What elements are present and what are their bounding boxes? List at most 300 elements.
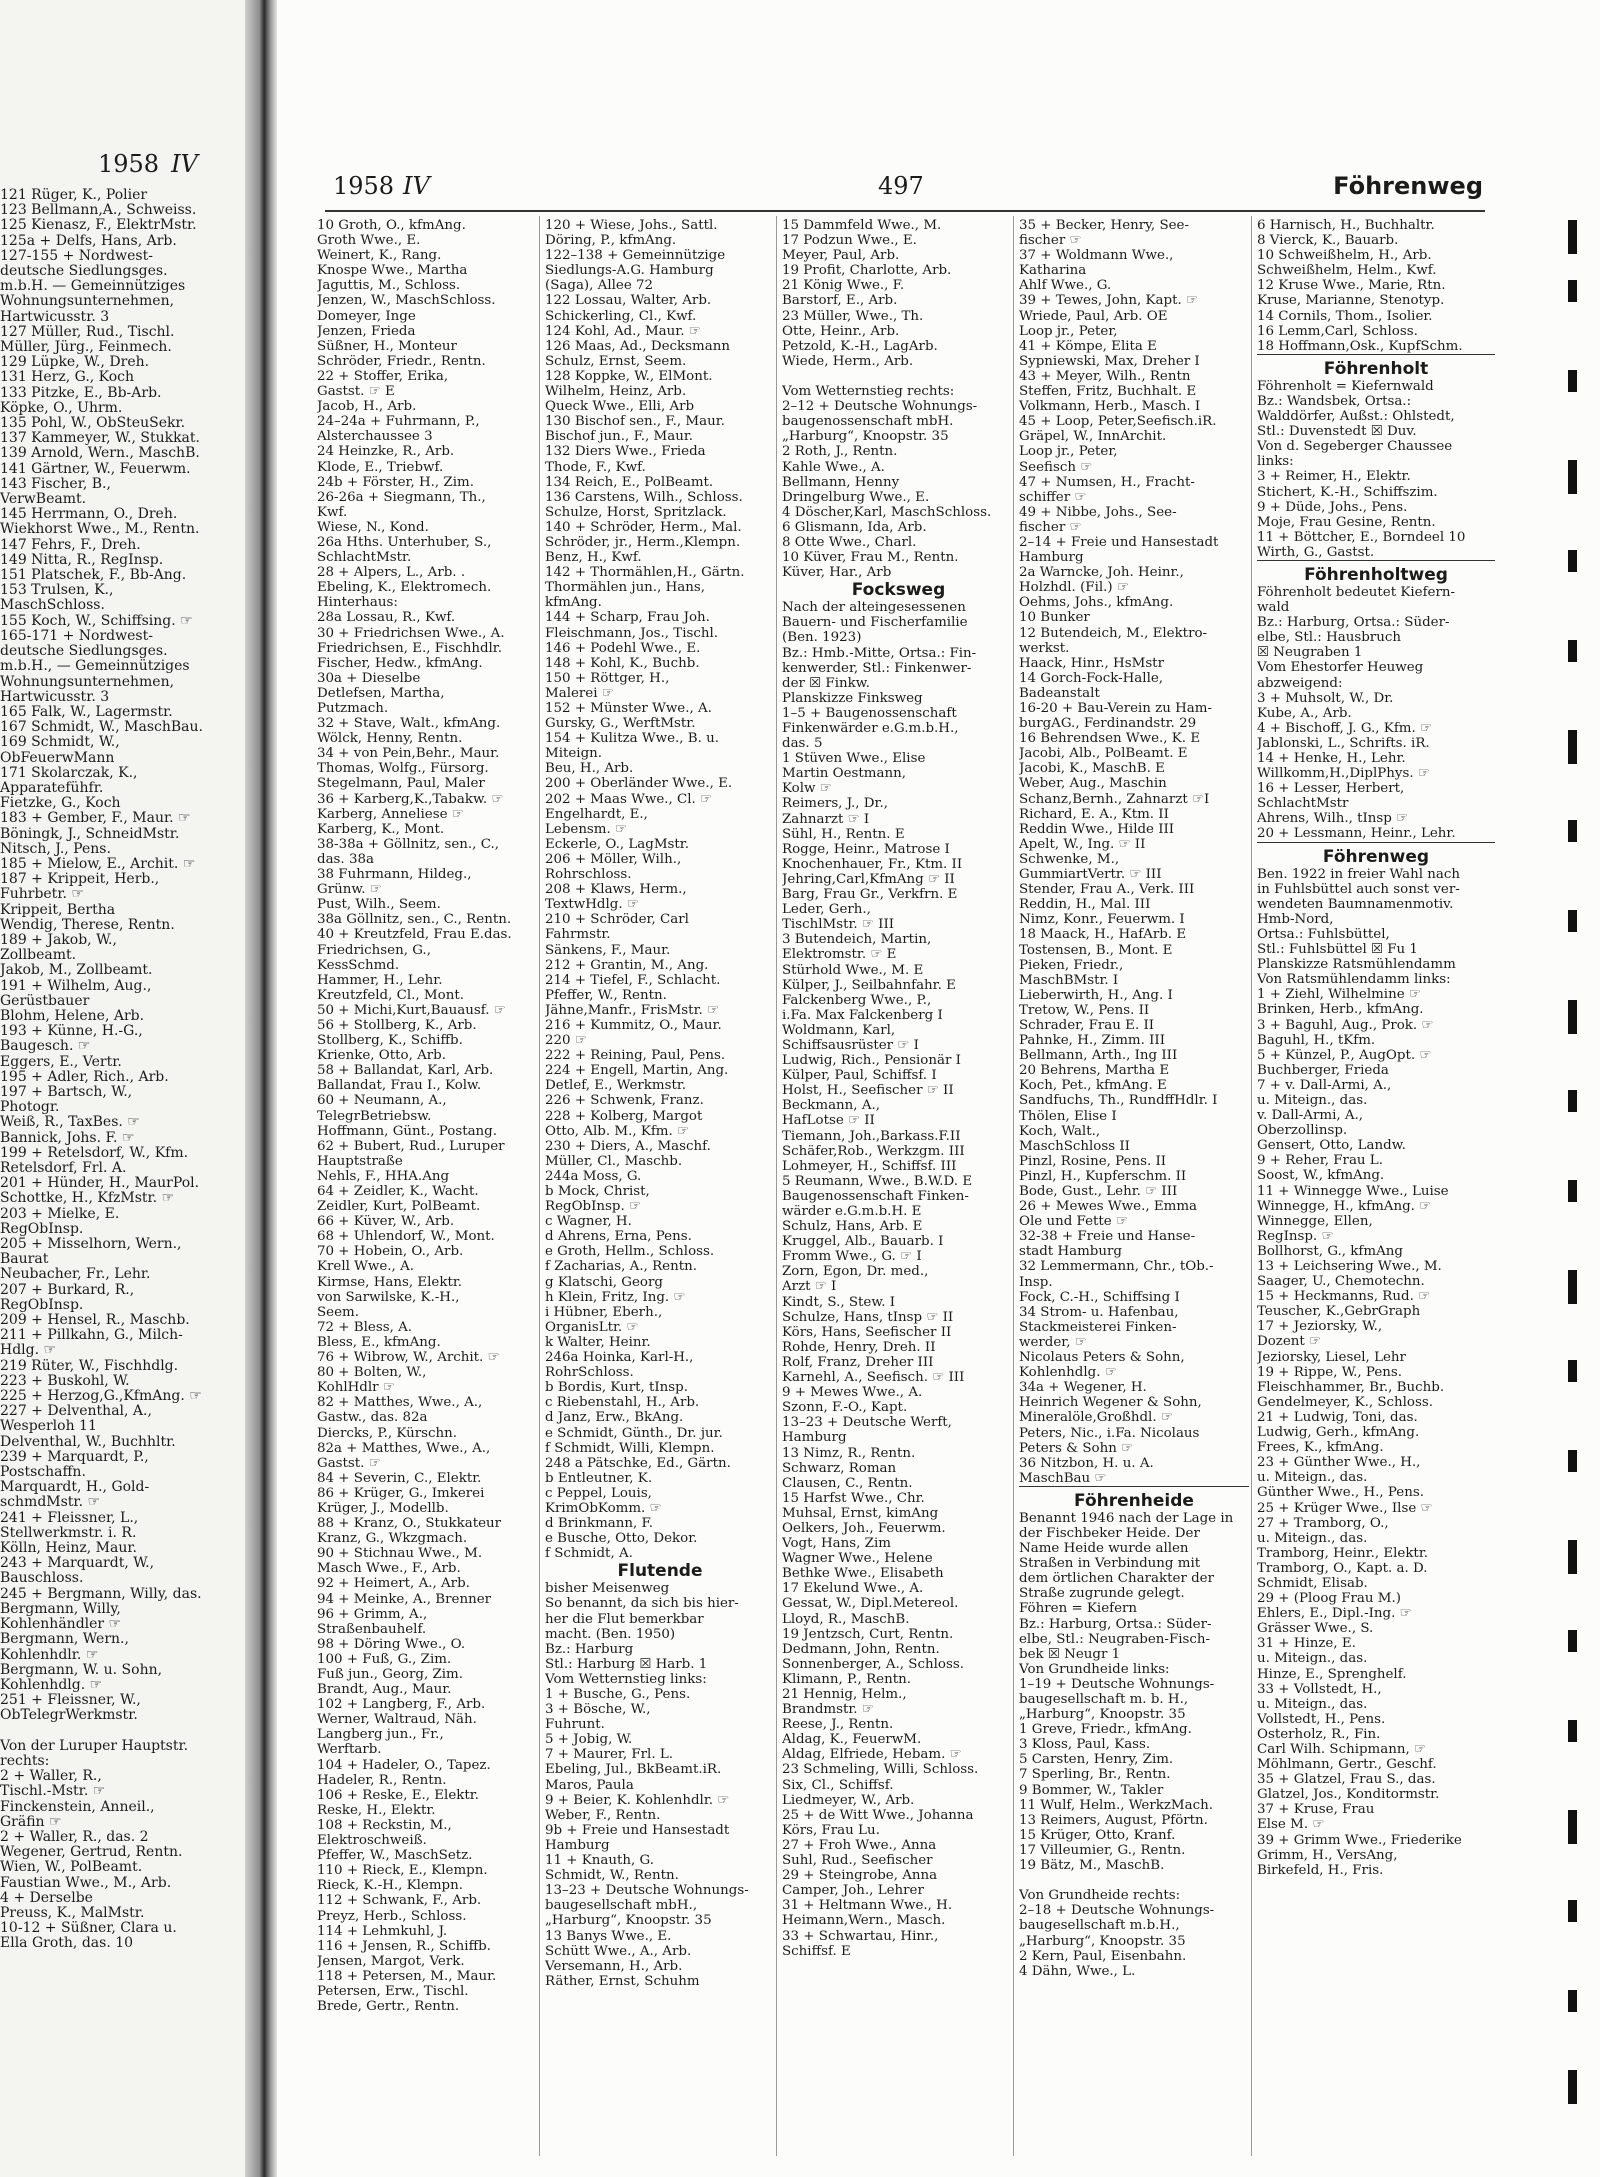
directory-entry: werkst. <box>1019 640 1070 656</box>
directory-entry: Martin Oestmann, <box>782 766 906 782</box>
directory-entry: Gräpel, W., InnArchit. <box>1019 429 1167 445</box>
directory-entry: HafLotse ☞ II <box>782 1113 875 1129</box>
directory-entry: 84 + Severin, C., Elektr. <box>317 1470 482 1486</box>
directory-column-3 <box>782 218 1015 1959</box>
directory-entry: f Schmidt, Willi, Klempn. <box>545 1440 715 1456</box>
directory-entry: Bz.: Harburg <box>545 1641 634 1657</box>
directory-entry: Wirth, G., Gastst. <box>1257 544 1375 560</box>
directory-entry: Petzold, K.-H., LagArb. <box>782 338 938 354</box>
directory-entry: 206 + Möller, Wilh., <box>545 851 682 867</box>
directory-entry: 34 Strom- u. Hafenbau, <box>1019 1304 1179 1320</box>
directory-entry: Jacobi, Alb., PolBeamt. E <box>1019 746 1188 762</box>
left-page-entry: Bauschloss. <box>0 1570 84 1587</box>
directory-entry: 94 + Meinke, A., Brenner <box>317 1591 492 1607</box>
directory-entry: Sänkens, F., Maur. <box>545 942 671 958</box>
directory-entry: d Brinkmann, F. <box>545 1516 653 1532</box>
directory-entry: Schmidt, W., Rentn. <box>545 1868 679 1884</box>
directory-entry: RegObInsp. ☞ <box>545 1199 642 1215</box>
left-page-entry: 143 Fischer, B., <box>0 475 111 492</box>
directory-entry: Wriede, Paul, Arb. OE <box>1019 308 1168 324</box>
directory-entry: Ludwig, Gerh., kfmAng. <box>1257 1425 1420 1441</box>
directory-entry: Kruggel, Alb., Bauarb. I <box>782 1234 944 1250</box>
directory-entry: Pinzl, H., Kupferschm. II <box>1019 1168 1187 1184</box>
directory-entry: c Wagner, H. <box>545 1214 632 1230</box>
directory-entry: Jeziorsky, Liesel, Lehr <box>1257 1349 1406 1365</box>
directory-entry: 4 Döscher,Karl, MaschSchloss. <box>782 504 992 520</box>
left-page-entry: Schottke, H., KfzMstr. ☞ <box>0 1190 175 1207</box>
directory-entry: baugesellschaft m.b.H., <box>1019 1918 1180 1934</box>
directory-entry: Vom Wetternstieg links: <box>545 1671 707 1687</box>
index-mark <box>1568 1720 1577 1742</box>
directory-entry: 5 + Jobig, W. <box>545 1732 633 1748</box>
directory-column-2 <box>545 218 775 1989</box>
directory-entry: Tostensen, B., Mont. E <box>1019 942 1173 958</box>
directory-entry: 2–12 + Deutsche Wohnungs- <box>782 399 978 415</box>
directory-entry: Bauern- und Fischerfamilie <box>782 615 968 631</box>
directory-entry: 228 + Kolberg, Margot <box>545 1108 703 1124</box>
directory-entry: von Sarwilske, K.-H., <box>317 1289 460 1305</box>
left-page-entry: RegObInsp. <box>0 1220 84 1237</box>
left-page-entry: 241 + Fleissner, L., <box>0 1509 139 1526</box>
directory-entry: 16 Behrendsen Wwe., K. E <box>1019 731 1201 747</box>
index-mark <box>1568 280 1577 302</box>
directory-entry: Alsterchaussee 3 <box>317 429 433 445</box>
directory-entry: KessSchmd. <box>317 957 400 973</box>
directory-entry: RohrSchloss. <box>545 1365 634 1381</box>
directory-entry: Schulz, Hans, Arb. E <box>782 1219 923 1235</box>
directory-entry: Diercks, P., Kürschn. <box>317 1425 458 1441</box>
directory-entry: Aldag, Elfriede, Hebam. ☞ <box>782 1747 962 1763</box>
directory-entry: Schulz, Ernst, Seem. <box>545 353 687 369</box>
directory-entry: Schiffsf. E <box>782 1943 851 1959</box>
directory-entry: 28a Lossau, R., Kwf. <box>317 610 456 626</box>
directory-entry: Liedmeyer, W., Arb. <box>782 1792 915 1808</box>
directory-entry: 12 Kruse Wwe., Marie, Rtn. <box>1257 278 1446 294</box>
index-mark <box>1568 460 1577 494</box>
directory-entry: Bellmann, Henny <box>782 474 900 490</box>
directory-entry: Pahnke, H., Zimm. III <box>1019 1033 1166 1049</box>
directory-entry: Werner, Waltraud, Näh. <box>317 1712 477 1728</box>
directory-entry: Glatzel, Jos., Konditormstr. <box>1257 1787 1440 1803</box>
directory-entry: Oehms, Johs., kfmAng. <box>1019 595 1174 611</box>
directory-entry: baugesellschaft mbH., <box>545 1898 698 1914</box>
left-page-entry: deutsche Siedlungsges. <box>0 263 168 280</box>
directory-entry: Peters & Sohn ☞ <box>1019 1440 1134 1456</box>
directory-entry: Karnehl, A., Seefisch. ☞ III <box>782 1370 965 1386</box>
left-page-entry: 209 + Hensel, R., Maschb. <box>0 1312 190 1329</box>
directory-entry: Hammer, H., Lehr. <box>317 972 443 988</box>
left-page-entry: m.b.H., — Gemeinnütziges <box>0 658 190 675</box>
directory-entry: 37 + Woldmann Wwe., <box>1019 248 1174 264</box>
directory-entry: 21 Hennig, Helm., <box>782 1687 907 1702</box>
directory-entry: Vom Ehestorfer Heuweg <box>1257 660 1424 676</box>
left-page-entry: Hdlg. ☞ <box>0 1342 57 1359</box>
directory-entry: 11 + Knauth, G. <box>545 1853 655 1869</box>
directory-entry: 27 + Tramborg, O., <box>1257 1515 1389 1531</box>
directory-entry: 41 + Kömpe, Elita E <box>1019 338 1157 354</box>
left-page-entry: 201 + Hünder, H., MaurPol. <box>0 1175 200 1192</box>
directory-entry: Six, Cl., Schiffsf. <box>782 1777 894 1793</box>
left-page-entry: rechts: <box>0 1752 50 1769</box>
left-page-entry: Müller, Jürg., Feinmech. <box>0 339 172 356</box>
directory-entry: Brinken, Herb., kfmAng. <box>1257 1002 1424 1018</box>
directory-entry: Finkenwärder e.G.m.b.H., <box>782 721 959 736</box>
left-page-entry: Hartwicusstr. 3 <box>0 308 110 325</box>
directory-entry: 88 + Kranz, O., Stukkateur <box>317 1516 502 1532</box>
left-page-entry: 187 + Krippeit, Herb., <box>0 871 160 888</box>
directory-entry: 26-26a + Siegmann, Th., <box>317 489 486 505</box>
directory-entry: 31 + Heltmann Wwe., H. <box>782 1898 953 1914</box>
directory-entry: 14 Gorch-Fock-Halle, <box>1019 670 1164 686</box>
directory-entry: Else M. ☞ <box>1257 1817 1325 1833</box>
directory-entry: Kirmse, Hans, Elektr. <box>317 1274 463 1290</box>
left-page-entry: 125a + Delfs, Hans, Arb. <box>0 232 177 249</box>
left-page-entry: Wohnungsunternehmen, <box>0 293 175 310</box>
directory-entry: 7 + Maurer, Frl. L. <box>545 1747 673 1763</box>
directory-entry: TextwHdlg. ☞ <box>545 897 639 913</box>
directory-entry: f Schmidt, A. <box>545 1546 633 1562</box>
directory-entry: Bz.: Hmb.-Mitte, Ortsa.: Fin- <box>782 645 977 661</box>
directory-entry: Krienke, Otto, Arb. <box>317 1048 447 1064</box>
left-page-entry: Preuss, K., MalMstr. <box>0 1904 145 1921</box>
left-page-entry: Apparatefühfr. <box>0 779 104 796</box>
directory-entry: Thölen, Elise I <box>1019 1108 1117 1124</box>
directory-entry: 9 + Düde, Johs., Pens. <box>1257 499 1408 515</box>
directory-entry: her die Flut bemerkbar <box>545 1611 704 1627</box>
directory-entry: 13 Reimers, August, Pförtn. <box>1019 1812 1208 1828</box>
directory-entry: bisher Meisenweg <box>545 1581 670 1597</box>
directory-entry: 12 Butendeich, M., Elektro- <box>1019 625 1208 641</box>
directory-entry: Koch, Pet., kfmAng. E <box>1019 1078 1167 1094</box>
left-page-entry: 245 + Bergmann, Willy, das. <box>0 1585 202 1602</box>
directory-entry: Nehls, F., HHA.Ang <box>317 1168 450 1184</box>
directory-entry: Friedrichsen, G., <box>317 942 431 958</box>
index-mark <box>1568 730 1577 764</box>
directory-entry: 98 + Döring Wwe., O. <box>317 1636 466 1652</box>
directory-entry: Süßner, H., Monteur <box>317 338 457 354</box>
page-header <box>333 172 1483 204</box>
left-page-entry: Retelsdorf, Frl. A. <box>0 1160 127 1176</box>
directory-entry: Ortsa.: Fuhlsbüttel, <box>1257 926 1390 942</box>
directory-entry: 11 Wulf, Helm., WerkzMach. <box>1019 1797 1214 1813</box>
directory-entry: Gendelmeyer, K., Schloss. <box>1257 1394 1433 1410</box>
directory-entry: u. Miteign., das. <box>1257 1470 1368 1486</box>
directory-entry: Hamburg <box>1019 550 1084 566</box>
directory-entry: u. Miteign., das. <box>1257 1651 1368 1667</box>
directory-entry: Holzhdl. (Fil.) ☞ <box>1019 580 1129 596</box>
directory-entry: Hamburg <box>545 1837 610 1853</box>
directory-entry: 1 + Busche, G., Pens. <box>545 1687 691 1702</box>
directory-entry: Külper, J., Seilbahnfahr. E <box>782 977 956 993</box>
directory-entry: Fuß jun., Georg, Zim. <box>317 1667 463 1682</box>
index-mark <box>1568 1270 1577 1304</box>
directory-entry: Kreutzfeld, Cl., Mont. <box>317 987 464 1003</box>
directory-entry: Zorn, Egon, Dr. med., <box>782 1264 929 1280</box>
index-mark <box>1568 1540 1577 1574</box>
directory-entry: Krüger, J., Modellb. <box>317 1500 449 1516</box>
column-separator <box>1251 216 1252 2156</box>
directory-entry: 38a Göllnitz, sen., C., Rentn. <box>317 912 512 928</box>
directory-entry: Möhlmann, Gertr., Geschf. <box>1257 1757 1437 1773</box>
directory-entry: „Harburg“, Knoopstr. 35 <box>782 429 949 445</box>
directory-entry: 62 + Bubert, Rud., Luruper <box>317 1138 505 1154</box>
directory-entry: 18 Hoffmann,Osk., KupfSchm. <box>1257 338 1463 354</box>
left-page-entry: 127 Müller, Rud., Tischl. <box>0 323 175 340</box>
directory-entry: Carl Wilh. Schipmann, ☞ <box>1257 1742 1426 1757</box>
left-page-entry: Nitsch, J., Pens. <box>0 840 111 857</box>
directory-entry: Jacob, H., Arb. <box>317 399 417 415</box>
directory-entry: Ebeling, K., Elektromech. <box>317 580 492 596</box>
directory-entry: Baguhl, H., tKfm. <box>1257 1032 1376 1048</box>
directory-entry: 220 ☞ <box>545 1033 587 1049</box>
directory-entry: Detlef, E., Werkmstr. <box>545 1078 687 1094</box>
directory-entry: MaschBMstr. I <box>1019 972 1119 988</box>
directory-entry: Bethke Wwe., Elisabeth <box>782 1566 944 1582</box>
directory-entry: 144 + Scharp, Frau Joh. <box>545 610 710 626</box>
directory-entry: Stl.: Harburg ☒ Harb. 1 <box>545 1656 708 1672</box>
directory-entry: baugenossenschaft mbH. <box>782 414 954 430</box>
directory-entry: 10 Schweißhelm, H., Arb. <box>1257 248 1432 264</box>
directory-entry: Ludwig, Rich., Pensionär I <box>782 1053 961 1069</box>
directory-entry: Stl.: Fuhlsbüttel ☒ Fu 1 <box>1257 942 1418 958</box>
left-page-entry: 243 + Marquardt, W., <box>0 1555 155 1572</box>
directory-entry: Lohmeyer, H., Schiffsf. III <box>782 1158 957 1174</box>
directory-entry: Walddörfer, Außst.: Ohlstedt, <box>1257 409 1455 425</box>
directory-entry: i Hübner, Eberh., <box>545 1304 663 1320</box>
directory-entry: Putzmach. <box>317 701 389 716</box>
directory-entry: Loop jr., Peter, <box>1019 444 1118 460</box>
left-page-entry: 135 Pohl, W., ObSteuSekr. <box>0 415 186 432</box>
left-page-entry: 219 Rüter, W., Fischhdlg. <box>0 1357 179 1374</box>
directory-entry: Fromm Wwe., G. ☞ I <box>782 1249 922 1265</box>
directory-entry: Schröder, Friedr., Rentn. <box>317 353 486 369</box>
left-page-quarter: IV <box>171 150 198 178</box>
directory-entry: 5 + Künzel, P., AugOpt. ☞ <box>1257 1047 1432 1063</box>
directory-entry: Fleischmann, Jos., Tischl. <box>545 625 719 641</box>
left-page-entry: Bergmann, Wern., <box>0 1631 129 1648</box>
directory-entry: Tretow, W., Pens. II <box>1019 1002 1150 1018</box>
left-page-entry: ObTelegrWerkmstr. <box>0 1707 138 1724</box>
directory-entry: 210 + Schröder, Carl <box>545 912 689 928</box>
directory-entry: Straßenbauhelf. <box>317 1621 427 1637</box>
directory-entry: Apelt, W., Ing. ☞ II <box>1019 836 1146 852</box>
directory-entry: Gastst. ☞ <box>317 1455 381 1471</box>
directory-entry: 64 + Zeidler, K., Wacht. <box>317 1184 479 1199</box>
column-separator <box>776 216 777 2156</box>
directory-entry: Gensert, Otto, Landw. <box>1257 1138 1406 1154</box>
directory-entry: 30 + Friedrichsen Wwe., A. <box>317 625 505 641</box>
directory-entry: elbe, Stl.: Neugraben-Fisch- <box>1019 1631 1211 1647</box>
directory-entry: Brandmstr. ☞ <box>782 1702 874 1718</box>
directory-entry: 110 + Rieck, E., Klempn. <box>317 1863 488 1879</box>
directory-entry: 154 + Kulitza Wwe., B. u. <box>545 731 720 747</box>
left-page-entry: 131 Herz, G., Koch <box>0 369 135 386</box>
left-page-year: 1958 <box>98 150 160 178</box>
directory-entry: 47 + Numsen, H., Fracht- <box>1019 474 1195 490</box>
left-page-header <box>98 150 208 178</box>
directory-entry: Winnegge, H., kfmAng. ☞ <box>1257 1198 1432 1214</box>
directory-entry: 246a Hoinka, Karl-H., <box>545 1350 694 1366</box>
directory-entry: Soost, W., kfmAng. <box>1257 1168 1385 1184</box>
directory-entry: d Janz, Erw., BkAng. <box>545 1410 684 1426</box>
directory-entry: d Ahrens, Erna, Pens. <box>545 1229 692 1245</box>
directory-entry: Weber, Aug., Maschin <box>1019 776 1167 792</box>
directory-entry: Masch Wwe., F., Arb. <box>317 1561 461 1577</box>
directory-entry: Schütt Wwe., A., Arb. <box>545 1943 692 1959</box>
directory-entry: Schiffsausrüster ☞ I <box>782 1037 919 1053</box>
directory-entry: Oberzollinsp. <box>1257 1123 1348 1139</box>
directory-entry: 1–5 + Baugenossenschaft <box>782 705 957 721</box>
directory-entry: werder, ☞ <box>1019 1334 1087 1350</box>
directory-entry: Ebeling, Jul., BkBeamt.iR. <box>545 1762 722 1778</box>
left-page-entry: 203 + Mielke, E. <box>0 1205 120 1222</box>
left-page-entry: 223 + Buskohl, W. <box>0 1372 130 1389</box>
directory-entry: Külper, Paul, Schiffsf. I <box>782 1068 937 1084</box>
directory-entry: Jaguttis, M., Schloss. <box>317 278 461 294</box>
book-spine <box>245 0 277 2177</box>
directory-entry: 82a + Matthes, Wwe., A., <box>317 1440 491 1456</box>
index-mark <box>1568 2070 1577 2104</box>
index-mark <box>1568 1630 1577 1652</box>
directory-entry: 9b + Freie und Hansestadt <box>545 1822 730 1838</box>
index-mark <box>1568 1810 1577 1844</box>
directory-entry: „Harburg“, Knoopstr. 35 <box>545 1913 712 1929</box>
directory-entry: 37 + Kruse, Frau <box>1257 1802 1375 1818</box>
directory-entry: Jähne,Manfr., FrisMstr. ☞ <box>545 1002 720 1018</box>
directory-entry: Wiese, N., Kond. <box>317 519 429 535</box>
left-page-entry: 227 + Delventhal, A., <box>0 1403 152 1420</box>
directory-entry: 10 Küver, Frau M., Rentn. <box>782 550 959 566</box>
directory-entry: Körs, Hans, Seefischer II <box>782 1324 952 1340</box>
directory-entry: Tramborg, O., Kapt. a. D. <box>1257 1560 1428 1576</box>
directory-entry: Stegelmann, Paul, Maler <box>317 776 485 792</box>
directory-entry: Camper, Joh., Lehrer <box>782 1883 924 1899</box>
directory-entry: Hamburg <box>782 1430 847 1446</box>
left-page-entry: 127-155 + Nordwest- <box>0 247 153 264</box>
directory-entry: Fuhrunt. <box>545 1717 605 1733</box>
directory-entry: Clausen, C., Rentn. <box>782 1475 913 1491</box>
left-page-entry: 123 Bellmann,A., Schweiss. <box>0 202 197 219</box>
directory-entry: Vollstedt, H., Pens. <box>1257 1711 1386 1727</box>
directory-entry: Nach der alteingesessenen <box>782 600 966 616</box>
left-page-entry: 141 Gärtner, W., Feuerwm. <box>0 460 191 477</box>
directory-entry: 224 + Engell, Martin, Ang. <box>545 1063 729 1079</box>
directory-entry: macht. (Ben. 1950) <box>545 1626 676 1642</box>
directory-entry: 226 + Schwenk, Franz. <box>545 1093 704 1109</box>
directory-entry: b Entleutner, K. <box>545 1470 653 1486</box>
directory-entry: Buchberger, Frieda <box>1257 1062 1389 1078</box>
left-page-entry: Delventhal, W., Buchhltr. <box>0 1433 176 1450</box>
left-page-entry: 167 Schmidt, W., MaschBau. <box>0 719 203 736</box>
directory-entry: 16 Lemm,Carl, Schloss. <box>1257 323 1418 339</box>
directory-entry: So benannt, da sich bis hier- <box>545 1596 739 1612</box>
left-page <box>0 0 245 2177</box>
directory-entry: 152 + Münster Wwe., A. <box>545 701 712 716</box>
directory-entry: 112 + Schwank, F., Arb. <box>317 1893 482 1909</box>
directory-entry: Brede, Gertr., Rentn. <box>317 1999 460 2015</box>
directory-entry: 3 + Reimer, H., Elektr. <box>1257 469 1411 485</box>
directory-entry: SchlachtMstr. <box>317 550 412 566</box>
directory-entry: b Mock, Christ, <box>545 1184 650 1199</box>
directory-entry: Name Heide wurde allen <box>1019 1541 1189 1557</box>
directory-entry: c Riebenstahl, H., Arb. <box>545 1395 700 1411</box>
directory-entry: Körs, Frau Lu. <box>782 1822 880 1838</box>
directory-column-5 <box>1257 218 1495 1878</box>
directory-entry: 14 + Henke, H., Lehr. <box>1257 751 1406 766</box>
directory-entry: Falckenberg Wwe., P., <box>782 992 932 1008</box>
directory-entry: Rogge, Heinr., Matrose I <box>782 841 950 857</box>
directory-entry: e Groth, Hellm., Schloss. <box>545 1244 715 1260</box>
directory-entry: wald <box>1257 600 1290 616</box>
directory-entry: 29 + (Ploog Frau M.) <box>1257 1591 1401 1607</box>
directory-entry: Insp. <box>1019 1274 1053 1290</box>
directory-entry: TelegrBetriebsw. <box>317 1108 432 1124</box>
index-mark <box>1568 1990 1577 2012</box>
directory-entry: Kahle Wwe., A. <box>782 459 885 475</box>
directory-entry: wendeten Baumnamenmotiv. <box>1257 896 1454 912</box>
directory-entry: Kindt, S., Stew. I <box>782 1294 895 1310</box>
directory-entry: Föhrenholt bedeutet Kiefern- <box>1257 584 1456 600</box>
directory-entry: 8 Vierck, K., Bauarb. <box>1257 233 1399 249</box>
directory-entry: 40 + Kreutzfeld, Frau E.das. <box>317 927 512 943</box>
index-mark <box>1568 1180 1577 1202</box>
left-page-entry: Gerüstbauer <box>0 992 90 1009</box>
directory-entry: Hmb-Nord, <box>1257 911 1334 927</box>
left-page-entry: 121 Rüger, K., Polier <box>0 187 148 203</box>
directory-entry: Reese, J., Rentn. <box>782 1717 894 1733</box>
directory-entry: Dozent ☞ <box>1257 1334 1322 1350</box>
directory-entry: 222 + Reining, Paul, Pens. <box>545 1048 726 1064</box>
directory-entry: 8 Otte Wwe., Charl. <box>782 534 917 550</box>
directory-entry: 45 + Loop, Peter,Seefisch.iR. <box>1019 414 1217 430</box>
directory-entry: 24 Heinzke, R., Arb. <box>317 444 455 460</box>
left-page-entry: MaschSchloss. <box>0 597 105 614</box>
directory-entry: 13 Banys Wwe., E. <box>545 1928 672 1944</box>
left-page-entry: 125 Kienasz, F., ElektrMstr. <box>0 217 197 234</box>
directory-entry: Günther Wwe., H., Pens. <box>1257 1485 1424 1501</box>
directory-entry: Vogt, Hans, Zim <box>782 1536 891 1552</box>
directory-entry: 38-38a + Göllnitz, sen., C., <box>317 836 499 852</box>
directory-entry: Otte, Heinr., Arb. <box>782 323 900 339</box>
directory-entry: 70 + Hobein, O., Arb. <box>317 1244 464 1260</box>
directory-entry: 106 + Reske, E., Elektr. <box>317 1787 479 1803</box>
directory-entry: Kolw ☞ <box>782 781 832 797</box>
directory-entry: h Klein, Fritz, Ing. ☞ <box>545 1289 686 1305</box>
directory-entry: 124 Kohl, Ad., Maur. ☞ <box>545 323 701 339</box>
left-page-entry: 149 Nitta, R., RegInsp. <box>0 551 164 568</box>
directory-entry: 26a Hths. Unterhuber, S., <box>317 534 492 550</box>
directory-entry: Sühl, H., Rentn. E <box>782 826 905 842</box>
left-page-entry: Fuhrbetr. ☞ <box>0 886 84 903</box>
directory-entry: Hinze, E., Sprenghelf. <box>1257 1666 1407 1682</box>
directory-entry: 18 Maack, H., HafArb. E <box>1019 927 1187 943</box>
left-page-entry: Eggers, E., Vertr. <box>0 1053 122 1070</box>
directory-entry: kenwerder, Stl.: Finkenwer- <box>782 660 972 676</box>
left-page-entry: 199 + Retelsdorf, W., Kfm. <box>0 1144 189 1161</box>
directory-entry: 130 Bischof sen., F., Maur. <box>545 414 725 430</box>
directory-entry: Grimm, H., VersAng, <box>1257 1847 1398 1863</box>
directory-entry: Fleischhammer, Br., Buchb. <box>1257 1379 1445 1395</box>
directory-entry: (Saga), Allee 72 <box>545 278 654 294</box>
directory-entry: Malerei ☞ <box>545 685 614 701</box>
index-mark <box>1568 220 1577 254</box>
directory-entry: 3 + Bösche, W., <box>545 1702 651 1718</box>
left-page-entry: VerwBeamt. <box>0 491 87 508</box>
directory-entry: Koch, Walt., <box>1019 1123 1101 1139</box>
directory-entry: Haack, Hinr., HsMstr <box>1019 655 1164 671</box>
left-page-entry: Böningk, J., SchneidMstr. <box>0 825 180 842</box>
directory-entry: 72 + Bless, A. <box>317 1319 413 1335</box>
